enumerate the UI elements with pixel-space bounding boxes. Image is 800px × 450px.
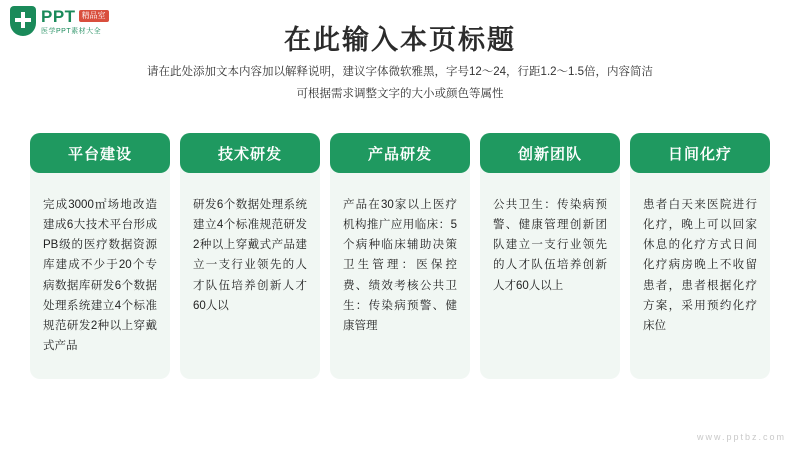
card-item[interactable] bbox=[180, 133, 320, 379]
page-subtitle bbox=[0, 62, 800, 106]
card-item[interactable] bbox=[480, 133, 620, 379]
footer-watermark: www.pptbz.com bbox=[696, 432, 786, 442]
card-body: 产品在30家以上医疗机构推广应用临床：5个病种临床辅助决策卫生管理：医保控费、绩效考核公共卫生：传染病预警、健康管理 bbox=[343, 199, 457, 332]
card-body: 研发6个数据处理系统建立4个标准规范研发2种以上穿戴式产品建立一支行业领先的人才队伍培养创新人才60人以 bbox=[193, 199, 307, 312]
card-title: 产品研发 bbox=[330, 133, 470, 173]
card-body: 公共卫生：传染病预警、健康管理创新团队建立一支行业领先的人才队伍培养创新人才60人以上 bbox=[493, 199, 607, 292]
card-title: 创新团队 bbox=[480, 133, 620, 173]
card-body: 完成3000㎡场地改造建成6大技术平台形成PB级的医疗数据资源库建成不少于20个专病数据库研发6个数据处理系统建立4个标准规范研发2种以上穿戴式产品 bbox=[43, 199, 157, 352]
card-title: 技术研发 bbox=[180, 133, 320, 173]
card-body: 患者白天来医院进行化疗，晚上可以回家休息的化疗方式日间化疗病房晚上不收留患者，患者根据化疗方案，采用预约化疗床位 bbox=[643, 199, 757, 332]
brand-name: PPT bbox=[41, 6, 76, 26]
card-title: 平台建设 bbox=[30, 133, 170, 173]
card-item[interactable] bbox=[30, 133, 170, 379]
brand-badge: 精品室 bbox=[79, 10, 109, 22]
page-subtitle-line-2: 可根据需求调整文字的大小或颜色等属性 bbox=[296, 87, 504, 100]
brand-tagline: 医学PPT素材大全 bbox=[41, 27, 102, 35]
page-subtitle-line-1: 请在此处添加文本内容加以解释说明，建议字体微软雅黑，字号12～24，行距1.2～1.5倍，内容简洁 bbox=[146, 66, 654, 78]
card-list bbox=[30, 133, 770, 379]
card-item[interactable] bbox=[330, 133, 470, 379]
page-title: 在此输入本页标题 bbox=[284, 25, 516, 55]
card-item[interactable] bbox=[630, 133, 770, 379]
card-title: 日间化疗 bbox=[630, 133, 770, 173]
